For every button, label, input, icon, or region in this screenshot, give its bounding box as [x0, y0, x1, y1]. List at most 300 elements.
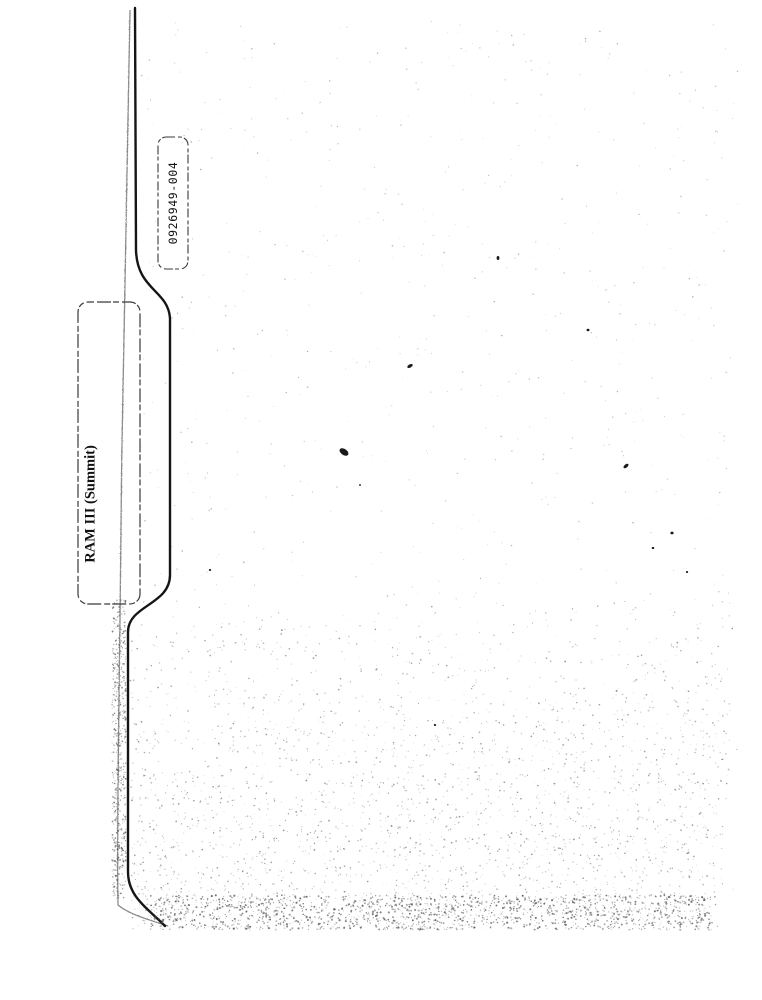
speckle: [424, 909, 425, 910]
speckle: [401, 204, 402, 205]
speckle: [599, 728, 600, 729]
speckle: [322, 722, 323, 723]
speckle: [165, 383, 166, 384]
speckle: [522, 774, 523, 775]
speckle: [303, 896, 305, 898]
speckle: [679, 785, 680, 786]
speckle: [489, 648, 491, 650]
speckle: [259, 916, 261, 918]
speckle: [708, 783, 709, 784]
speckle: [257, 334, 259, 336]
speckle: [513, 44, 515, 46]
speckle: [328, 780, 329, 781]
speckle: [234, 907, 236, 909]
speckle: [193, 626, 195, 628]
speckle: [462, 743, 464, 745]
speckle: [589, 895, 590, 896]
speckle: [549, 62, 550, 63]
speckle: [423, 853, 424, 854]
speckle: [584, 789, 585, 790]
speckle: [148, 890, 149, 891]
speckle: [199, 140, 200, 141]
speckle: [654, 917, 656, 919]
speckle: [195, 893, 196, 894]
speckle: [266, 906, 268, 908]
speckle: [653, 927, 654, 928]
speckle: [715, 733, 716, 734]
speckle: [660, 870, 662, 872]
speckle: [397, 782, 398, 783]
speckle: [490, 916, 491, 917]
speckle: [703, 899, 705, 901]
speckle: [327, 902, 329, 904]
speckle: [359, 665, 360, 666]
speckle: [657, 765, 658, 766]
speckle: [376, 668, 378, 670]
speckle: [150, 706, 151, 707]
speckle: [700, 919, 702, 921]
speckle: [670, 868, 671, 869]
speckle: [385, 461, 386, 462]
speckle: [488, 795, 490, 797]
speckle: [143, 775, 145, 777]
speckle: [144, 678, 145, 679]
speckle: [587, 919, 588, 920]
speckle: [712, 666, 713, 667]
speckle: [647, 919, 648, 920]
speckle: [178, 895, 180, 897]
speckle: [462, 917, 464, 919]
speckle: [256, 906, 257, 907]
speckle: [479, 47, 480, 48]
speckle: [589, 704, 590, 705]
speckle: [667, 479, 668, 480]
speckle: [646, 694, 648, 696]
speckle: [178, 909, 179, 910]
speckle: [685, 722, 686, 723]
speckle: [698, 899, 699, 900]
speckle: [551, 922, 552, 923]
speckle: [565, 880, 566, 881]
speckle: [441, 836, 442, 837]
speckle: [271, 734, 272, 735]
speckle: [681, 125, 682, 126]
speckle: [227, 801, 229, 803]
speckle: [497, 395, 498, 396]
speckle: [141, 266, 142, 267]
speckle: [730, 357, 731, 358]
speckle: [442, 897, 444, 899]
speckle: [468, 767, 469, 768]
speckle: [136, 648, 138, 650]
speckle: [149, 826, 151, 828]
speckle: [574, 772, 575, 773]
speckle: [461, 874, 463, 876]
speckle: [703, 748, 704, 749]
speckle: [302, 910, 303, 911]
speckle: [673, 570, 674, 571]
speckle: [453, 909, 454, 910]
speckle: [413, 767, 414, 768]
speckle: [549, 704, 551, 706]
speckle: [715, 131, 716, 132]
speckle: [688, 264, 689, 265]
speckle: [563, 860, 564, 861]
speckle: [617, 848, 619, 850]
speckle: [253, 681, 254, 682]
speckle: [703, 744, 704, 745]
speckle: [488, 846, 490, 848]
speckle: [571, 754, 572, 755]
speckle: [250, 867, 252, 869]
speckle: [243, 888, 244, 889]
speckle: [703, 898, 705, 900]
speckle: [313, 827, 314, 828]
speckle: [434, 901, 435, 902]
speckle: [679, 898, 681, 900]
speckle: [317, 929, 318, 930]
speckle: [305, 890, 306, 891]
speckle: [683, 160, 685, 162]
speckle: [721, 878, 722, 879]
speckle: [553, 707, 554, 708]
speckle: [611, 777, 612, 778]
speckle: [324, 880, 325, 881]
speckle: [580, 854, 582, 856]
speckle: [199, 922, 201, 924]
speckle: [480, 743, 482, 745]
speckle: [160, 844, 161, 845]
speckle: [201, 902, 202, 903]
speckle: [594, 903, 596, 905]
speckle: [522, 760, 524, 762]
speckle: [688, 849, 689, 850]
speckle: [367, 746, 368, 747]
speckle: [247, 926, 249, 928]
speckle: [377, 904, 378, 905]
speckle: [169, 889, 170, 890]
speckle: [422, 870, 424, 872]
speckle: [714, 143, 715, 144]
speckle: [623, 820, 624, 821]
speckle: [153, 644, 154, 645]
speckle: [291, 927, 293, 929]
speckle: [671, 754, 672, 755]
speckle: [360, 817, 361, 818]
speckle: [362, 732, 363, 733]
speckle: [379, 793, 380, 794]
speckle: [188, 904, 190, 906]
speckle: [166, 857, 167, 858]
speckle: [693, 773, 695, 775]
speckle: [146, 669, 148, 671]
speckle: [218, 670, 219, 671]
speckle: [211, 509, 212, 510]
speckle: [669, 885, 670, 886]
speckle: [387, 816, 389, 818]
speckle: [395, 883, 396, 884]
speckle: [712, 746, 713, 747]
speckle: [405, 790, 407, 792]
speckle: [666, 929, 667, 930]
speckle: [295, 897, 296, 898]
speckle: [692, 923, 693, 924]
speckle: [653, 903, 654, 904]
speckle: [584, 764, 585, 765]
speckle: [380, 895, 381, 896]
speckle: [361, 785, 362, 786]
speckle: [447, 881, 449, 883]
speckle: [392, 656, 393, 657]
speckle: [503, 704, 504, 705]
speckle: [606, 920, 608, 922]
speckle: [475, 679, 476, 680]
speckle: [535, 917, 537, 919]
speckle: [475, 907, 476, 908]
speckle: [570, 818, 571, 819]
speckle: [542, 831, 543, 832]
speckle: [263, 854, 264, 855]
speckle: [663, 671, 665, 673]
speckle: [545, 418, 546, 419]
speckle: [634, 740, 635, 741]
speckle: [378, 923, 379, 924]
speckle: [238, 923, 239, 924]
speckle: [685, 638, 687, 640]
speckle: [204, 760, 206, 762]
speckle: [158, 761, 159, 762]
speckle: [631, 867, 632, 868]
speckle: [244, 736, 246, 738]
speckle: [258, 920, 259, 921]
speckle: [188, 473, 189, 474]
speckle: [541, 918, 542, 919]
speckle: [633, 693, 634, 694]
speckle: [231, 900, 232, 901]
speckle: [413, 923, 414, 924]
speckle: [380, 865, 381, 866]
speckle: [211, 810, 212, 811]
speckle: [397, 908, 398, 909]
speckle: [475, 813, 476, 814]
speckle: [293, 629, 294, 630]
speckle: [218, 898, 220, 900]
speckle: [394, 852, 395, 853]
speckle: [410, 691, 411, 692]
speckle: [434, 779, 436, 781]
speckle: [468, 924, 470, 926]
speckle: [403, 786, 405, 788]
speckle: [616, 908, 618, 910]
speckle: [667, 311, 668, 312]
speckle: [517, 903, 518, 904]
speckle: [229, 747, 230, 748]
speckle: [295, 729, 297, 731]
speckle: [160, 858, 162, 860]
speckle: [413, 760, 414, 761]
speckle: [130, 680, 132, 682]
speckle: [210, 902, 211, 903]
speckle: [162, 920, 164, 922]
speckle: [488, 910, 489, 911]
speckle: [209, 914, 211, 916]
speckle: [173, 839, 174, 840]
speckle: [178, 897, 180, 899]
speckle: [409, 820, 411, 822]
speckle: [493, 635, 494, 636]
speckle: [737, 204, 738, 205]
speckle: [576, 702, 578, 704]
speckle: [359, 907, 361, 909]
speckle: [498, 896, 499, 897]
speckle: [609, 792, 611, 794]
speckle: [489, 853, 491, 855]
speckle: [185, 462, 186, 463]
speckle: [380, 813, 381, 814]
speckle: [611, 831, 612, 832]
speckle: [614, 603, 615, 604]
speckle: [181, 888, 183, 890]
speckle: [421, 255, 422, 256]
speckle: [260, 831, 261, 832]
speckle: [304, 915, 305, 916]
speckle: [426, 450, 427, 451]
speckle: [495, 916, 496, 917]
speckle: [620, 910, 622, 912]
speckle: [267, 865, 268, 866]
speckle: [717, 646, 719, 648]
speckle: [374, 904, 375, 905]
speckle: [499, 918, 500, 919]
speckle: [299, 394, 300, 395]
speckle: [159, 922, 160, 923]
speckle: [507, 747, 509, 749]
speckle: [141, 837, 143, 839]
speckle: [432, 523, 433, 524]
speckle: [661, 489, 662, 490]
speckle: [252, 707, 254, 709]
speckle: [300, 922, 301, 923]
speckle: [637, 819, 639, 821]
speckle: [403, 929, 404, 930]
speckle: [468, 918, 469, 919]
speckle: [458, 822, 460, 824]
speckle: [654, 910, 656, 912]
speckle: [115, 641, 116, 642]
speckle: [247, 783, 248, 784]
speckle: [318, 825, 319, 826]
speckle: [132, 708, 133, 709]
speckle: [305, 646, 307, 648]
speckle: [636, 892, 637, 893]
speckle: [663, 927, 664, 928]
speckle: [238, 869, 239, 870]
speckle: [647, 782, 649, 784]
speckle: [612, 923, 613, 924]
speckle: [359, 129, 361, 131]
speckle: [138, 925, 139, 926]
speckle: [156, 912, 157, 913]
speckle: [355, 895, 357, 897]
speckle: [311, 672, 312, 673]
speckle: [610, 853, 611, 854]
speckle: [130, 786, 132, 788]
speckle: [316, 899, 317, 900]
speckle: [175, 896, 176, 897]
speckle: [253, 136, 254, 137]
speckle: [593, 924, 595, 926]
speckle: [615, 766, 617, 768]
speckle: [421, 899, 422, 900]
speckle: [192, 912, 194, 914]
speckle: [494, 739, 495, 740]
speckle: [699, 795, 700, 796]
speckle: [386, 927, 387, 928]
speckle: [451, 905, 453, 907]
speckle: [337, 143, 338, 144]
speckle: [655, 147, 656, 148]
speckle: [423, 925, 424, 926]
speckle: [224, 811, 225, 812]
speckle: [622, 745, 624, 747]
speckle: [508, 381, 510, 383]
speckle: [554, 783, 556, 785]
speckle: [303, 733, 304, 734]
speckle: [218, 703, 219, 704]
speckle: [483, 694, 484, 695]
speckle: [653, 709, 654, 710]
speckle: [405, 856, 406, 857]
speckle: [537, 927, 539, 929]
speckle: [248, 884, 249, 885]
speckle: [590, 899, 592, 901]
speckle: [140, 736, 141, 737]
speckle: [489, 257, 490, 258]
speckle: [700, 922, 701, 923]
speckle: [362, 812, 363, 813]
speckle: [583, 738, 584, 739]
speckle: [547, 390, 548, 391]
speckle: [565, 779, 566, 780]
speckle: [287, 831, 288, 832]
speckle: [426, 927, 428, 929]
speckle: [386, 750, 387, 751]
speckle: [401, 729, 402, 730]
speckle: [722, 758, 724, 760]
speckle: [548, 907, 550, 909]
speckle: [122, 738, 123, 739]
speckle: [399, 904, 400, 905]
speckle: [682, 736, 683, 737]
speckle: [566, 918, 567, 919]
speckle: [417, 874, 419, 876]
speckle: [464, 838, 466, 840]
speckle: [372, 897, 373, 898]
speckle: [298, 739, 299, 740]
speckle: [415, 485, 416, 486]
speckle: [122, 681, 123, 682]
speckle: [113, 621, 114, 622]
speckle: [403, 246, 404, 247]
speckle: [377, 348, 378, 349]
speckle: [215, 894, 217, 896]
speckle: [683, 568, 684, 569]
speckle: [118, 779, 119, 780]
speckle: [438, 740, 440, 742]
speckle: [305, 815, 306, 816]
speckle: [362, 918, 363, 919]
speckle: [521, 733, 523, 735]
